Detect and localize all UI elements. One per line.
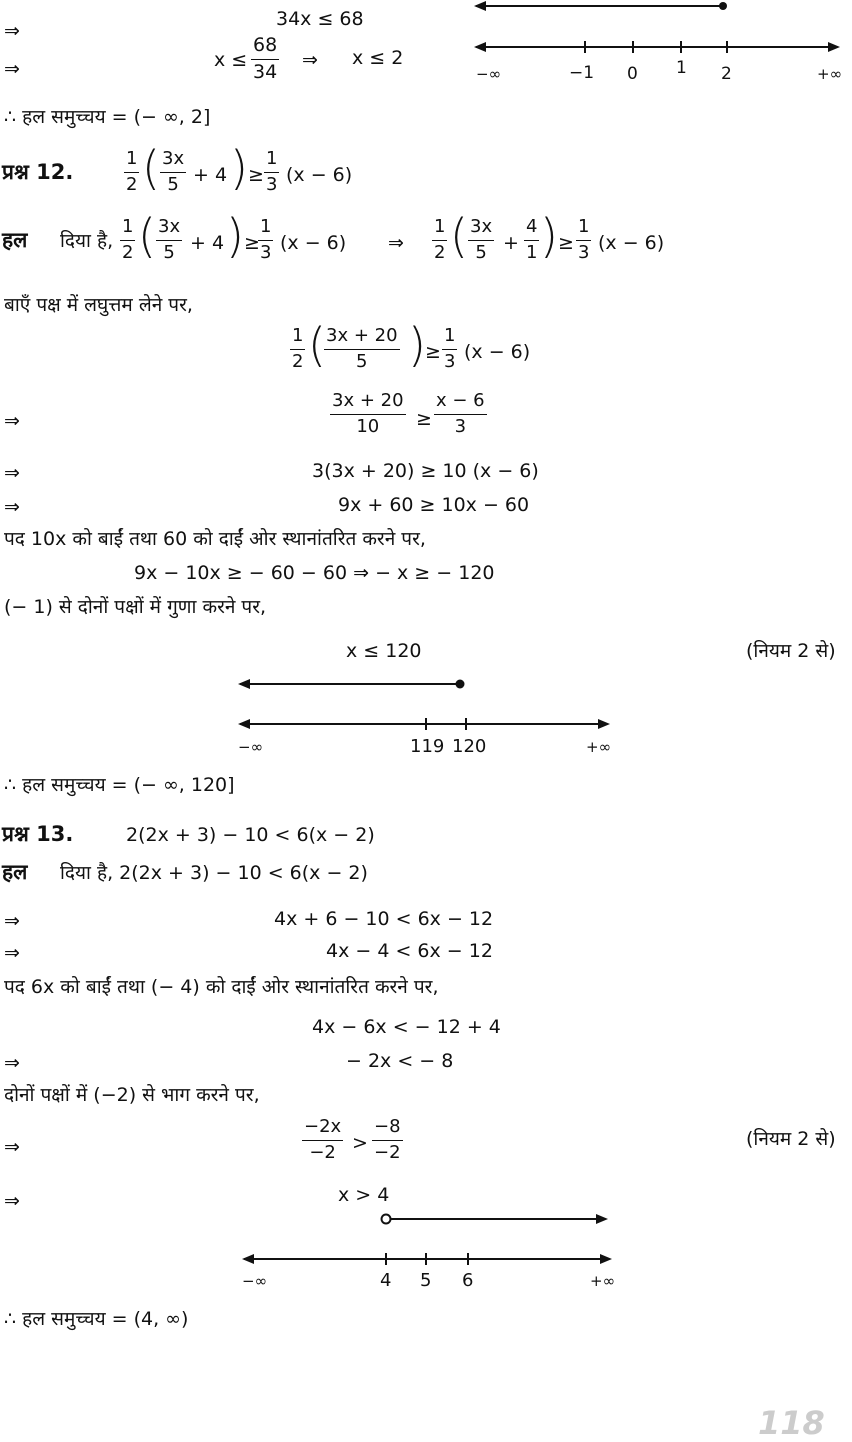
fraction-third [442,327,457,372]
arrow-left-icon [238,679,250,689]
step-line-3: 4x − 6x < − 12 + 4 [312,1016,501,1038]
fraction-minus8 [372,1118,403,1163]
tick-label: −∞ [476,65,502,83]
move-text: पद 10x को बाईं तथा 60 को दाईं ओर स्थानांतरित करने पर, [4,528,426,550]
tick-label: +∞ [586,738,612,756]
move-text: पद 6x को बाईं तथा (− 4) को दाईं ओर स्थानांतरित करने पर, [4,976,439,998]
fraction-x6-3 [434,392,487,437]
numerator: 3x [468,218,494,241]
fraction-4-1 [524,218,539,263]
step-line-3: 3(3x + 20) ≥ 10 (x − 6) [312,460,539,482]
numerator: 1 [576,218,591,241]
step-line-5: 9x − 10x ≥ − 60 − 60 ⇒ − x ≥ − 120 [134,562,495,584]
numerator: 3x + 20 [324,327,400,350]
denominator: 2 [126,173,138,195]
tick-label: +∞ [817,65,843,83]
implies-symbol: ⇒ [4,910,20,932]
plus-4: + 4 [193,164,228,186]
numerator: 1 [432,218,447,241]
ineq-34x: 34x ≤ 68 [276,8,364,30]
paren-open: ( [308,318,326,372]
fraction-half [120,218,135,263]
fraction-3x20-5 [324,327,400,372]
implies-symbol: ⇒ [4,496,20,518]
fraction-third [258,218,273,263]
tick-label: 5 [420,1270,432,1291]
step-line-4: − 2x < − 8 [346,1050,454,1072]
tick-label: +∞ [590,1272,616,1290]
arrow-right-icon [600,1254,612,1264]
denominator: 5 [475,241,487,263]
lcm-text: बाएँ पक्ष में लघुत्तम लेने पर, [4,294,193,316]
numerator: 1 [442,327,457,350]
tick-label: 6 [462,1270,474,1291]
denominator: 3 [260,241,272,263]
tick-label: 1 [676,58,687,78]
implies-symbol: ⇒ [388,232,404,254]
numerator: 3x + 20 [330,392,406,415]
given-expression: दिया है, 2(2x + 3) − 10 < 6(x − 2) [60,862,368,884]
implies-symbol: ⇒ [4,1190,20,1212]
tick-label: 0 [627,64,638,84]
number-line-top [470,0,850,90]
tick-label: 119 [410,736,445,757]
denominator: 2 [434,241,446,263]
tick-label: 4 [380,1270,392,1291]
numerator: 1 [264,150,279,173]
paren-open: ( [450,209,468,263]
fraction-half [290,327,305,372]
number-line-q12 [230,672,620,742]
result-x-le-2: x ≤ 2 [352,47,404,69]
page-number: 118 [758,1404,825,1442]
tick-label: −1 [569,63,595,83]
fraction-third [576,218,591,263]
arrow-right-icon [596,1214,608,1224]
closed-dot-icon [456,680,465,689]
given-label: दिया है, [60,230,114,252]
open-dot-icon [382,1215,391,1224]
step-line-1: 4x + 6 − 10 < 6x − 12 [274,908,494,930]
solution-set: ∴ हल समुच्चय = (− ∞, 120] [4,774,235,796]
denominator: 3 [454,415,467,437]
plus-symbol: + [503,232,519,254]
denominator: 3 [266,173,278,195]
x-minus-6: (x − 6) [464,341,531,363]
fraction-3x-5 [156,218,182,263]
gt-symbol: > [352,1132,368,1154]
solution-set: ∴ हल समुच्चय = (4, ∞) [4,1308,189,1330]
arrow-left-icon [238,719,250,729]
result-x-gt-4: x > 4 [338,1184,390,1206]
denominator: 5 [167,173,179,195]
x-le-text: x ≤ [214,49,248,71]
denominator: 5 [356,350,368,372]
denominator: 5 [163,241,175,263]
denominator: 2 [292,350,304,372]
numerator: 1 [124,150,139,173]
fraction-third [264,150,279,195]
x-minus-6: (x − 6) [598,232,665,254]
implies-symbol: ⇒ [4,410,20,432]
denominator: 3 [578,241,590,263]
solution-set: ∴ हल समुच्चय = (− ∞, 2] [4,106,211,128]
denominator: 2 [122,241,134,263]
numerator: −8 [372,1118,403,1141]
solution-label: हल [2,228,28,252]
implies-symbol: ⇒ [4,1136,20,1158]
plus-4: + 4 [190,232,225,254]
step-line-2: 4x − 4 < 6x − 12 [326,940,493,962]
implies-symbol: ⇒ [302,49,318,71]
numerator: 4 [524,218,539,241]
numerator: 1 [290,327,305,350]
ge-symbol: ≥ [416,408,432,430]
fraction-half [432,218,447,263]
x-minus-6: (x − 6) [280,232,347,254]
tick-label: −∞ [242,1272,268,1290]
fraction-68-34 [251,36,279,83]
denominator: 10 [356,415,380,437]
ge-symbol: ≥ [425,341,441,363]
tick-label: 2 [721,64,732,84]
numerator: x − 6 [434,392,487,415]
numerator: 3x [160,150,186,173]
rule-reference: (नियम 2 से) [746,640,836,662]
fraction-minus2x [302,1118,343,1163]
closed-dot-icon [719,2,727,10]
number-line-q13 [236,1208,626,1278]
question-13-heading: प्रश्न 13. [2,822,74,846]
paren-open: ( [138,209,156,263]
fraction-3x-5 [160,150,186,195]
implies-symbol: ⇒ [4,1052,20,1074]
rule-reference: (नियम 2 से) [746,1128,836,1150]
paren-open: ( [142,141,160,195]
numerator: 68 [251,36,279,60]
step-line-4: 9x + 60 ≥ 10x − 60 [338,494,530,516]
question-13-expression: 2(2x + 3) − 10 < 6(x − 2) [126,824,375,846]
implies-symbol: ⇒ [4,58,20,80]
divide-text: दोनों पक्षों में (−2) से भाग करने पर, [4,1084,260,1106]
tick-label: 120 [452,736,487,757]
denominator: −2 [309,1141,336,1163]
denominator: −2 [374,1141,401,1163]
numerator: 1 [258,218,273,241]
arrow-left-icon [474,42,486,52]
arrow-right-icon [828,42,840,52]
question-12-heading: प्रश्न 12. [2,160,74,184]
arrow-left-icon [474,1,486,11]
multiply-text: (− 1) से दोनों पक्षों में गुणा करने पर, [4,596,267,618]
arrow-left-icon [242,1254,254,1264]
denominator: 34 [253,60,278,83]
paren-close: ) [540,209,558,263]
x-minus-6: (x − 6) [286,164,353,186]
numerator: 1 [120,218,135,241]
ge-symbol: ≥ [244,232,260,254]
implies-symbol: ⇒ [4,462,20,484]
ge-symbol: ≥ [248,164,264,186]
arrow-right-icon [598,719,610,729]
result-x-le-120: x ≤ 120 [346,640,422,662]
ge-symbol: ≥ [558,232,574,254]
implies-symbol: ⇒ [4,942,20,964]
fraction-half [124,150,139,195]
numerator: 3x [156,218,182,241]
tick-label: −∞ [238,738,264,756]
paren-close: ) [230,141,248,195]
paren-close: ) [226,209,244,263]
implies-symbol: ⇒ [4,20,20,42]
fraction-3x20-10 [330,392,406,437]
denominator: 3 [444,350,456,372]
numerator: −2x [302,1118,343,1141]
fraction-3x-5 [468,218,494,263]
paren-close: ) [408,318,426,372]
solution-label: हल [2,860,28,884]
denominator: 1 [526,241,538,263]
